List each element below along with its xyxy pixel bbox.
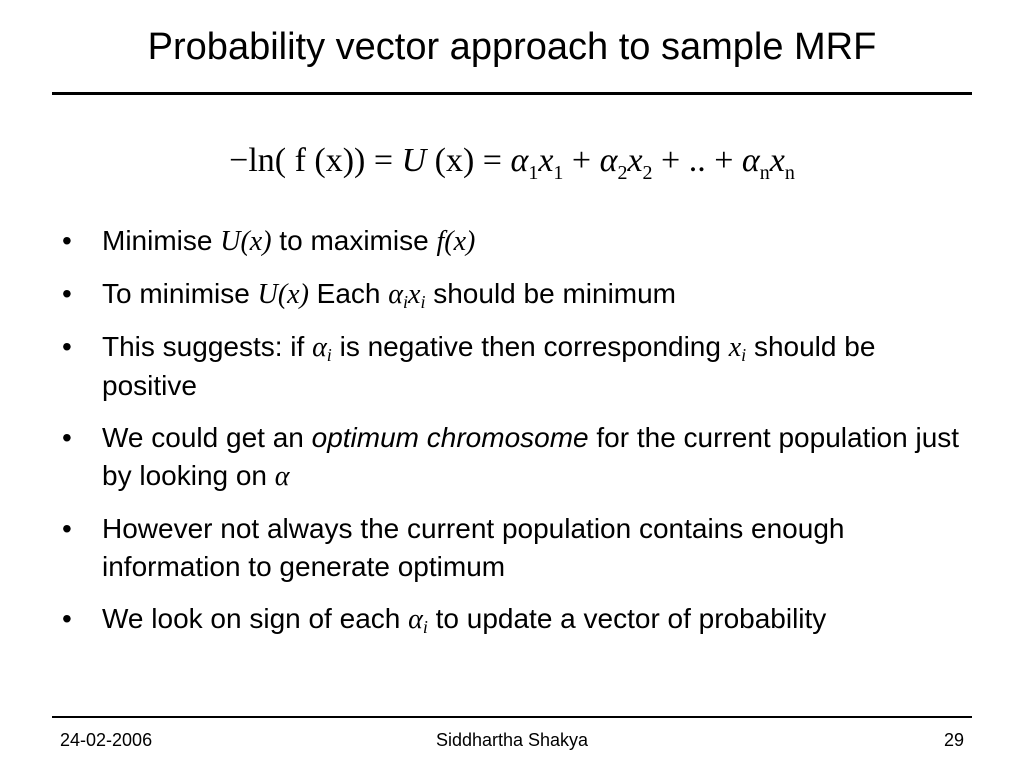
bullet-marker: • <box>62 513 72 544</box>
formula-sub-na: n <box>759 162 770 184</box>
bullet-marker: • <box>62 603 72 634</box>
formula-sub-1a: 1 <box>528 162 539 184</box>
bullet-item: • Minimise U(x) to maximise f(x) <box>60 222 960 261</box>
bullet-marker: • <box>62 278 72 309</box>
formula-plus: + <box>563 142 600 179</box>
formula-sub-nb: n <box>784 162 795 184</box>
footer-date: 24-02-2006 <box>60 730 153 750</box>
bullet-item: • To minimise U(x) Each $\alpha_ix_i$ should be minimum <box>60 275 960 314</box>
formula-alpha-2: α <box>599 142 618 179</box>
footer-page-number: 29 <box>943 730 964 750</box>
bullet-list <box>60 222 960 653</box>
formula-alpha-n: α <box>741 142 760 179</box>
formula-sub-2a: 2 <box>617 162 628 184</box>
math-f-of-x: f(x) <box>436 226 476 257</box>
formula-lhs: −ln( f (x)) = <box>229 142 402 179</box>
formula-alpha-1: α <box>510 142 529 179</box>
math-alpha-i: $\alpha_i$ <box>312 332 332 365</box>
bullet-item: • This suggests: if $\alpha_i$ is negative then corresponding $x_i$ should be positive <box>60 328 960 405</box>
slide-title: Probability vector approach to sample MRF <box>147 26 877 68</box>
bullet-item: • We could get an optimum chromosome for the current population just by looking on α <box>60 419 960 496</box>
formula-dots: + .. + <box>652 142 742 179</box>
bullet-marker: • <box>62 225 72 256</box>
math-u-of-x: U(x) <box>220 226 272 257</box>
formula-x-2: x <box>627 142 643 179</box>
math-alpha-i: $\alpha_i$ <box>408 604 428 637</box>
bullet-marker: • <box>62 422 72 453</box>
math-u-of-x: U(x) <box>257 279 309 310</box>
footer-divider <box>52 716 972 718</box>
formula-sub-1b: 1 <box>553 162 564 184</box>
formula-x-1: x <box>538 142 554 179</box>
emphasis-optimum-chromosome: optimum chromosome <box>311 422 589 453</box>
math-alpha-i-x-i: $\alpha_ix_i$ <box>388 279 426 312</box>
math-x-i: $x_i$ <box>728 332 747 365</box>
formula-x-n: x <box>769 142 785 179</box>
math-alpha: α <box>274 461 290 492</box>
energy-formula <box>0 140 1024 182</box>
bullet-item: • However not always the current population contains enough information to generate optimum <box>60 510 960 586</box>
bullet-item: • We look on sign of each $\alpha_i$ to update a vector of probability <box>60 600 960 639</box>
formula-u: U <box>401 142 427 179</box>
bullet-marker: • <box>62 331 72 362</box>
title-divider <box>52 92 972 95</box>
formula-sub-2b: 2 <box>642 162 653 184</box>
footer-author: Siddhartha Shakya <box>435 730 589 750</box>
formula-ux: (x) = <box>426 142 511 179</box>
